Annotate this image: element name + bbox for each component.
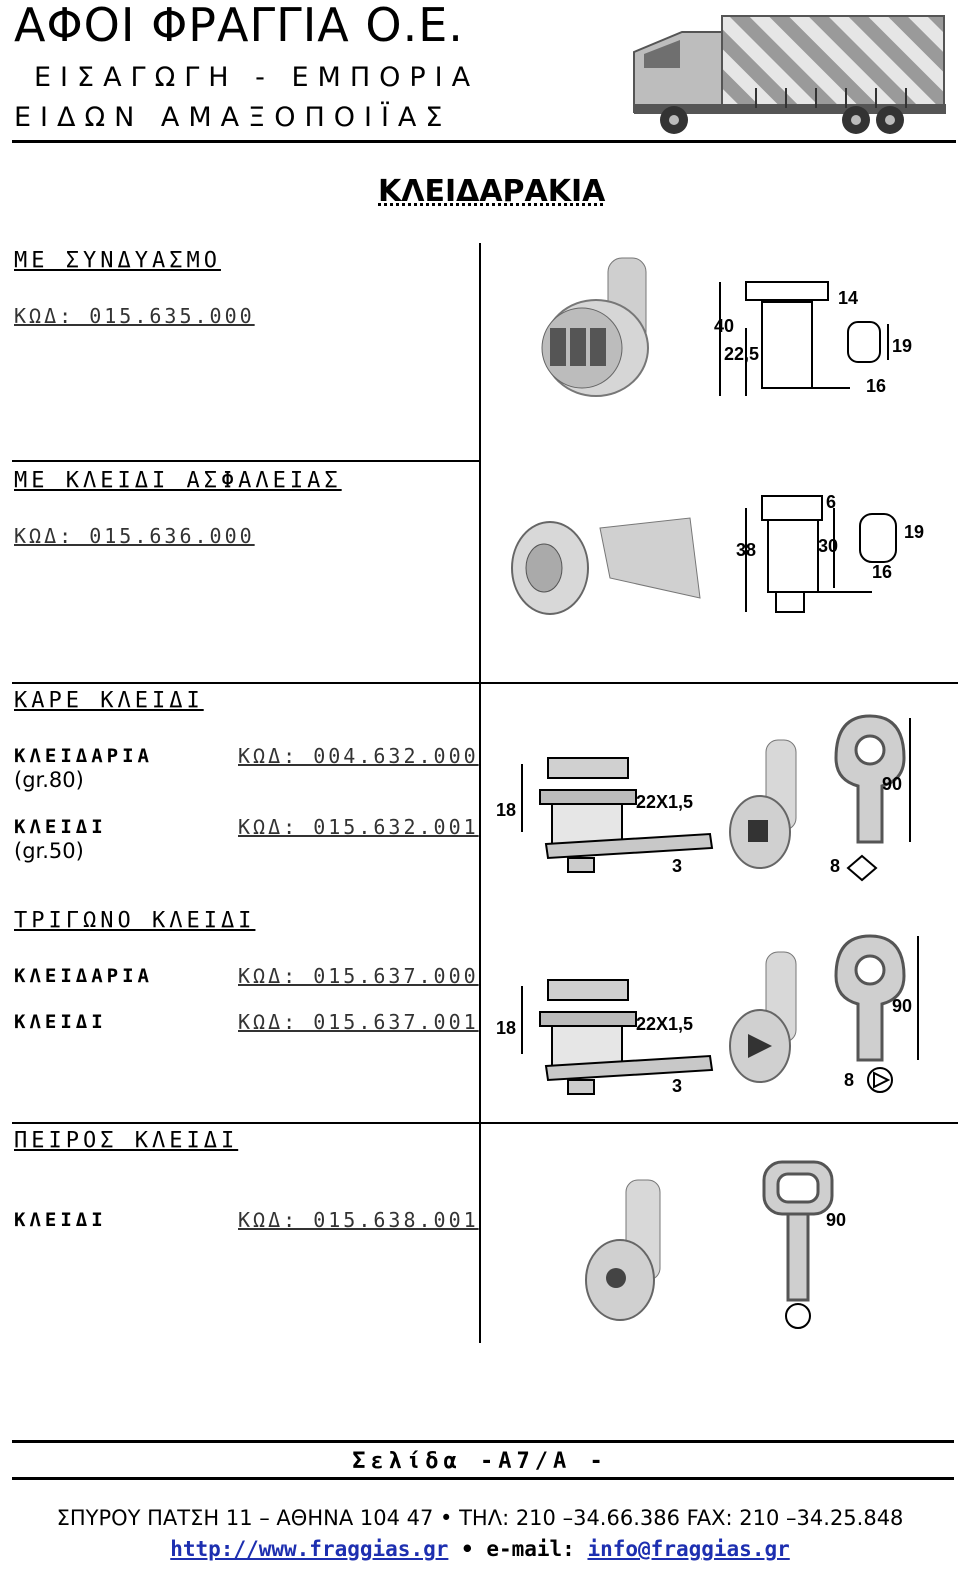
dim-label: 3: [672, 856, 683, 876]
dim-label: 14: [838, 288, 859, 308]
product-code: ΚΩΔ: 015.637.001: [238, 1010, 479, 1034]
item-label: ΚΛΕΙΔΙ: [14, 1011, 107, 1033]
header-divider: [12, 140, 956, 143]
dim-label: 3: [672, 1076, 683, 1096]
dim-label: 18: [496, 800, 517, 820]
pin-key-image: [764, 1162, 832, 1328]
dim-label: 40: [714, 316, 735, 336]
dim-label: 90: [826, 1210, 847, 1230]
product-code: ΚΩΔ: 015.632.001: [238, 815, 479, 839]
product-code: ΚΩΔ: 015.637.000: [238, 964, 479, 988]
dim-label: 19: [904, 522, 925, 542]
triangle-key-lock-image: [490, 930, 956, 1102]
square-key-lock-image: [490, 708, 956, 888]
dim-label: 22,5: [724, 344, 760, 364]
dim-label: 8: [844, 1070, 855, 1090]
section-divider: [12, 1122, 958, 1124]
email-link[interactable]: info@fraggias.gr: [587, 1537, 790, 1561]
dim-label: 18: [496, 1018, 517, 1038]
truck-logo: [626, 12, 948, 138]
item-label: ΚΛΕΙΔΙ: [14, 816, 107, 838]
combination-lock-image: [500, 248, 940, 438]
item-label: ΚΛΕΙΔΙ: [14, 1209, 107, 1231]
contact-line: [0, 1537, 960, 1561]
product-code: ΚΩΔ: 015.638.001: [238, 1208, 479, 1232]
section-heading-pin-key: ΠΕΙΡΟΣ ΚΛΕΙΔΙ: [14, 1128, 239, 1153]
dim-label: 22X1,5: [636, 1014, 694, 1034]
section-heading-square-key: ΚΑΡΕ ΚΛΕΙΔΙ: [14, 688, 204, 713]
header-subtitle-2: ΕΙΔΩΝ ΑΜΑΞΟΠΟΙΪΑΣ: [14, 102, 452, 133]
website-link[interactable]: http://www.fraggias.gr: [170, 1537, 449, 1561]
page-number: Σελίδα -Α7/Α -: [352, 1449, 608, 1474]
item-label: ΚΛΕΙΔΑΡΙΑ: [14, 745, 153, 767]
page-title: ΚΛΕΙΔΑΡΑΚΙΑ: [378, 174, 606, 209]
item-note: (gr.50): [14, 839, 84, 863]
security-key-lock-image: [500, 488, 940, 628]
product-code: ΚΩΔ: 004.632.000: [238, 744, 479, 768]
footer-divider-top: [12, 1440, 954, 1443]
pin-key-lock-image: [560, 1150, 860, 1330]
item-note: (gr.80): [14, 768, 84, 792]
dim-label: 22X1,5: [636, 792, 694, 812]
header-subtitle-1: ΕΙΣΑΓΩΓΗ - ΕΜΠΟΡΙΑ: [34, 62, 480, 93]
square-key-lock-drawing: [522, 758, 712, 872]
product-code: ΚΩΔ: 015.635.000: [14, 304, 255, 328]
dim-label: 90: [892, 996, 913, 1016]
dim-label: 16: [866, 376, 887, 396]
dim-label: 19: [892, 336, 913, 356]
combination-lock-drawing: [720, 282, 888, 396]
section-heading-security-key: ΜΕ ΚΛΕΙΔΙ ΑΣΦΑΛΕΙΑΣ: [14, 468, 342, 493]
product-code: ΚΩΔ: 015.636.000: [14, 524, 255, 548]
section-heading-triangle-key: ΤΡΙΓΩΝΟ ΚΛΕΙΔΙ: [14, 908, 256, 933]
dim-label: 6: [826, 492, 837, 512]
section-divider: [12, 682, 958, 684]
contact-separator: • e-mail:: [448, 1537, 588, 1561]
column-divider: [479, 243, 481, 1343]
section-heading-combination: ΜΕ ΣΥΝΔΥΑΣΜΟ: [14, 248, 221, 273]
footer-divider-bottom: [12, 1477, 954, 1480]
dim-label: 30: [818, 536, 839, 556]
triangle-key-lock-drawing: [522, 980, 712, 1094]
dim-label: 90: [882, 774, 903, 794]
dim-label: 16: [872, 562, 893, 582]
company-name: ΑΦΟΙ ΦΡΑΓΓΙΑ Ο.Ε.: [14, 0, 464, 52]
item-label: ΚΛΕΙΔΑΡΙΑ: [14, 965, 153, 987]
section-divider: [12, 460, 480, 462]
dim-label: 38: [736, 540, 757, 560]
company-address: ΣΠΥΡΟΥ ΠΑΤΣΗ 11 – ΑΘΗΝΑ 104 47 • ΤΗΛ: 210 –34.66.386 FAX: 210 –34.25.848: [56, 1506, 904, 1530]
square-key-image: [836, 716, 910, 880]
dim-label: 8: [830, 856, 841, 876]
